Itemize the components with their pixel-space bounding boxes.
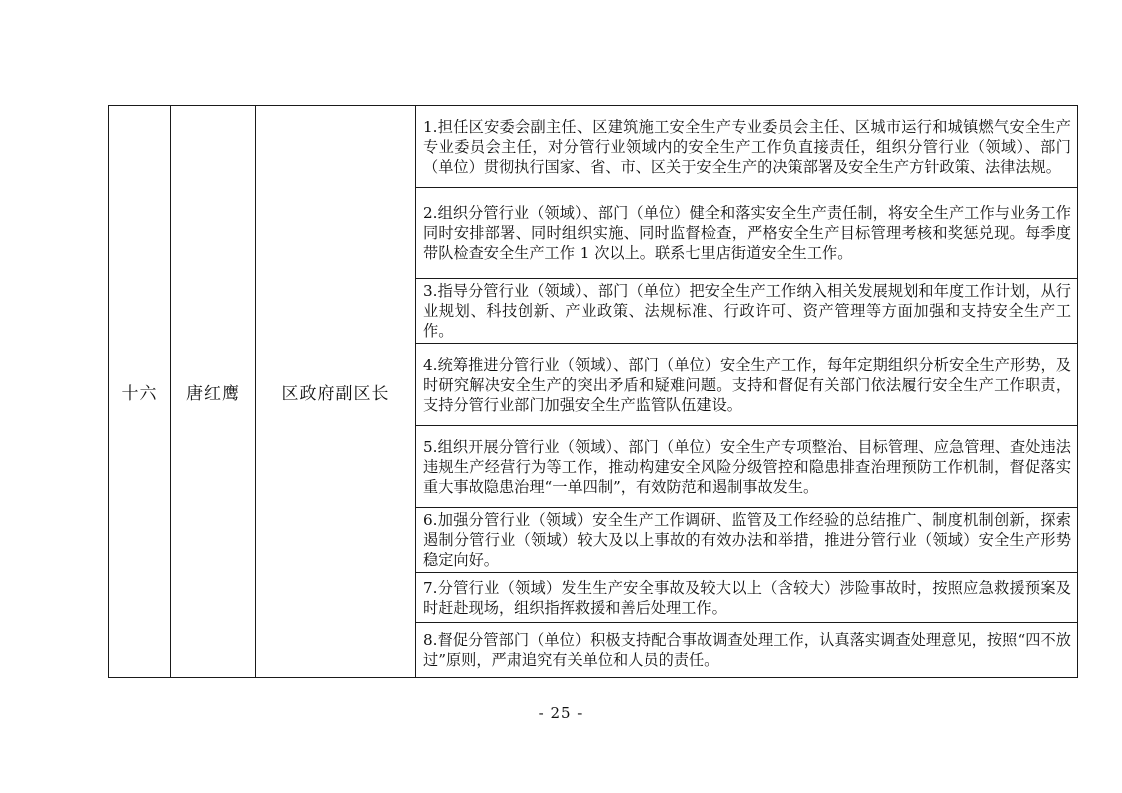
duty-item-5: 5.组织开展分管行业（领域）、部门（单位）安全生产专项整治、目标管理、应急管理、查处违法违规生产经营行为等工作，推动构建安全风险分级管控和隐患排查治理预防工作机制，督促落实重大事故隐患治理“一单四制”，有效防范和遏制事故发生。: [416, 426, 1078, 508]
seq-cell: 十六: [109, 106, 171, 678]
duty-item-4: 4.统筹推进分管行业（领域）、部门（单位）安全生产工作，每年定期组织分析安全生产形势，及时研究解决安全生产的突出矛盾和疑难问题。支持和督促有关部门依法履行安全生产工作职责，支持分管行业部门加强安全生产监管队伍建设。: [416, 344, 1078, 426]
name-cell: 唐红鹰: [171, 106, 256, 678]
position-cell: 区政府副区长: [256, 106, 416, 678]
page-number: - 25 -: [538, 704, 584, 722]
table-row: [109, 106, 1078, 188]
duty-item-2: 2.组织分管行业（领域）、部门（单位）健全和落实安全生产责任制，将安全生产工作与业务工作同时安排部署、同时组织实施、同时监督检查，严格安全生产目标管理考核和奖惩兑现。每季度带队检查安全生产工作 1 次以上。联系七里店街道安全生工作。: [416, 188, 1078, 279]
duty-item-7: 7.分管行业（领域）发生生产安全事故及较大以上（含较大）涉险事故时，按照应急救援预案及时赶赴现场，组织指挥救援和善后处理工作。: [416, 573, 1078, 623]
duty-item-8: 8.督促分管部门（单位）积极支持配合事故调查处理工作，认真落实调查处理意见，按照“四不放过”原则，严肃追究有关单位和人员的责任。: [416, 623, 1078, 678]
duty-item-6: 6.加强分管行业（领域）安全生产工作调研、监管及工作经验的总结推广、制度机制创新，探索遏制分管行业（领域）较大及以上事故的有效办法和举措，推进分管行业（领域）安全生产形势稳定向好。: [416, 508, 1078, 573]
duty-item-3: 3.指导分管行业（领域）、部门（单位）把安全生产工作纳入相关发展规划和年度工作计划，从行业规划、科技创新、产业政策、法规标准、行政许可、资产管理等方面加强和支持安全生产工作。: [416, 279, 1078, 344]
duty-table: [108, 105, 1078, 678]
duty-item-1: 1.担任区安委会副主任、区建筑施工安全生产专业委员会主任、区城市运行和城镇燃气安全生产专业委员会主任，对分管行业领域内的安全生产工作负直接责任，组织分管行业（领域）、部门（单位）贯彻执行国家、省、市、区关于安全生产的决策部署及安全生产方针政策、法律法规。: [416, 106, 1078, 188]
